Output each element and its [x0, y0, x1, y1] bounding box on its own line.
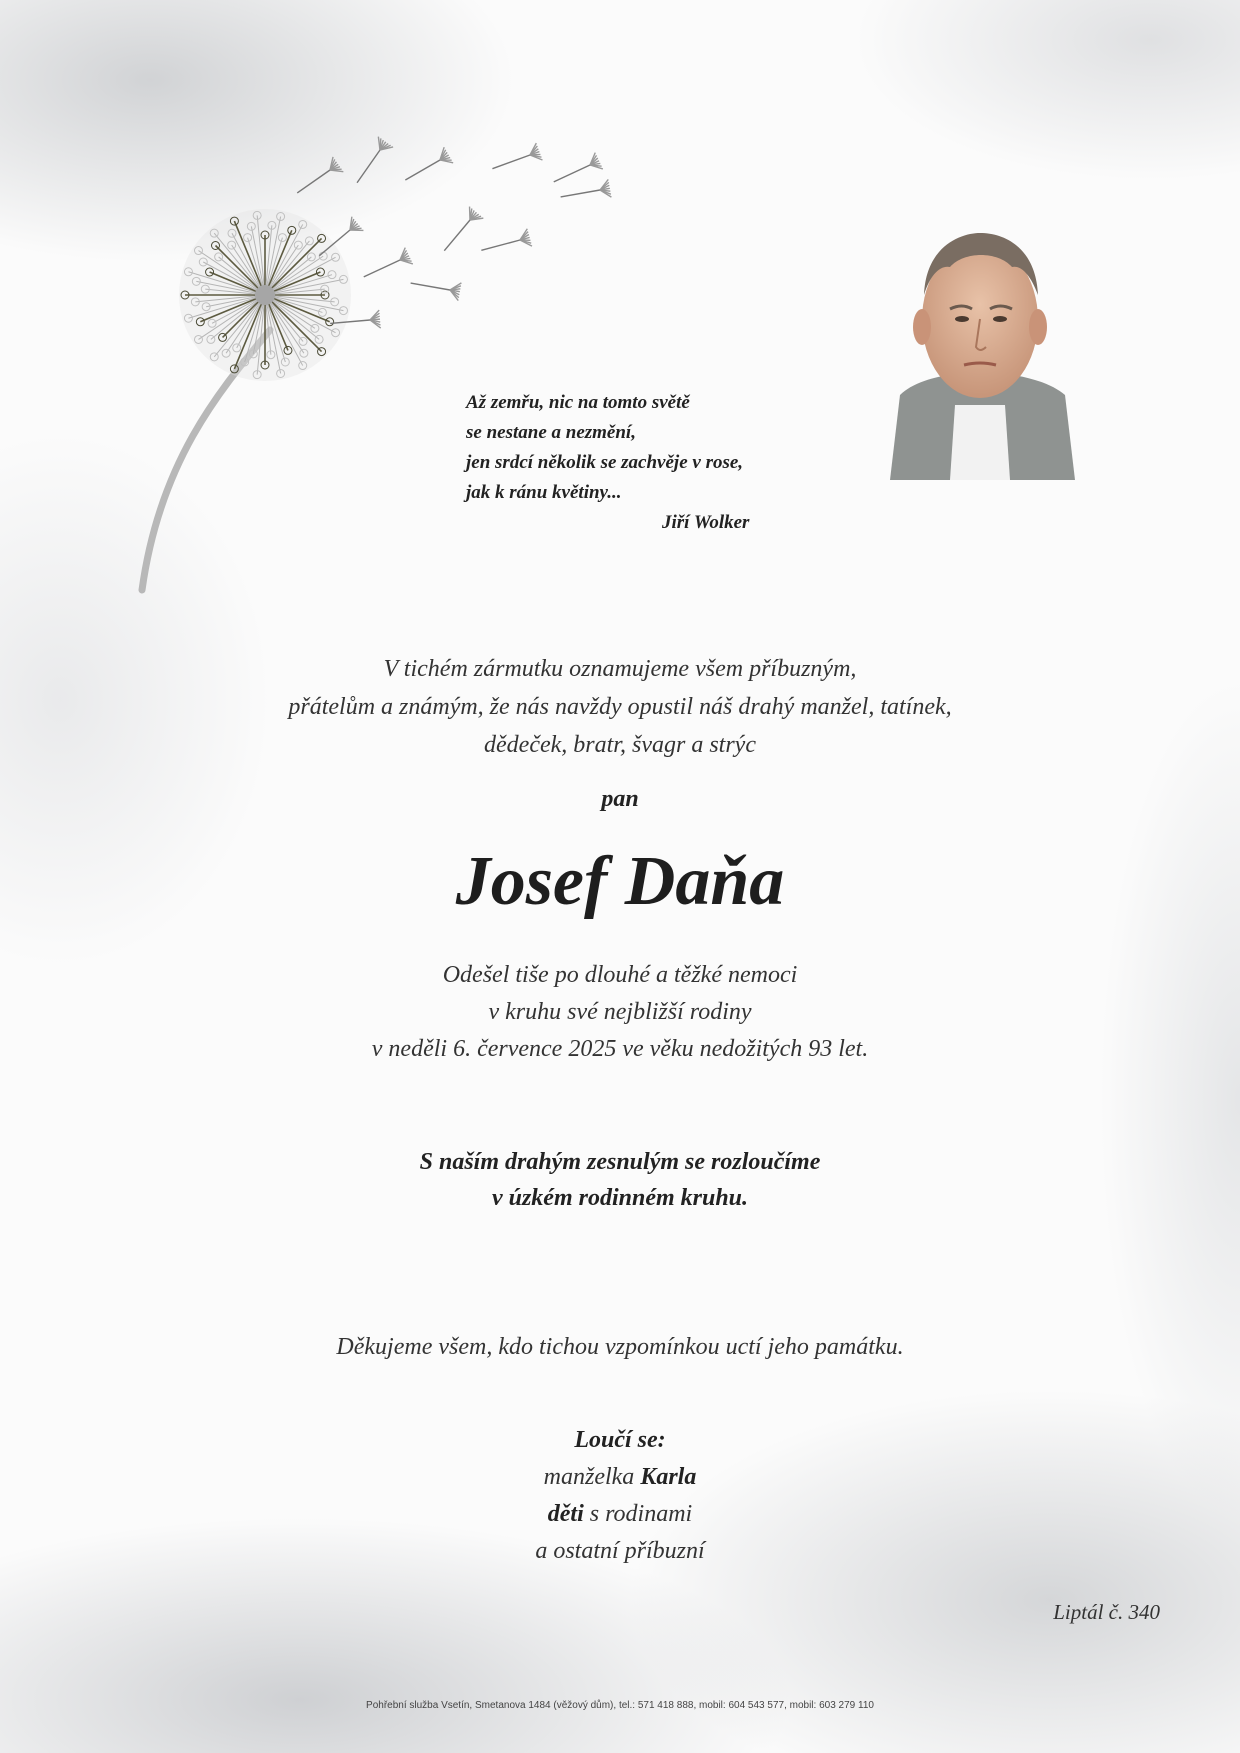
- farewell-line: v úzkém rodinném kruhu.: [491, 1185, 749, 1211]
- mourner-relation: děti: [547, 1501, 584, 1527]
- mourner-spouse: [0, 1459, 1240, 1496]
- announcement-line: dědeček, bratr, švagr a strýc: [484, 732, 756, 758]
- funeral-service-footer: Pohřební služba Vsetín, Smetanova 1484 (věžový dům), tel.: 571 418 888, mobil: 604 543 577, mobil: 603 279 110: [366, 1700, 874, 1711]
- mourners-list: [0, 1422, 1240, 1570]
- announcement-line: přátelům a známým, že nás navždy opustil náš drahý manžel, tatínek,: [288, 694, 952, 720]
- death-details: [0, 957, 1240, 1068]
- announcement-text: [0, 650, 1240, 764]
- announcement-line: V tichém zármutku oznamujeme všem příbuzným,: [383, 656, 857, 682]
- poem-line: jen srdcí několik se zachvěje v rose,: [466, 452, 744, 473]
- mourners-heading: Loučí se:: [574, 1427, 666, 1453]
- mourner-suffix: s rodinami: [589, 1501, 693, 1527]
- salutation: pan: [601, 786, 639, 812]
- details-line: v kruhu své nejbližší rodiny: [488, 999, 752, 1025]
- family-address: Liptál č. 340: [1053, 1600, 1160, 1624]
- mourner-relation: manželka: [543, 1464, 635, 1490]
- mourner-children: [0, 1496, 1240, 1533]
- poem-line: Až zemřu, nic na tomto světě: [466, 392, 690, 413]
- poem-quote: [466, 388, 866, 538]
- thanks-text: Děkujeme všem, kdo tichou vzpomínkou uctí jeho památku.: [336, 1334, 904, 1360]
- farewell-notice: [0, 1144, 1240, 1216]
- deceased-name: Josef Daňa: [455, 843, 785, 920]
- mourner-name: Karla: [640, 1464, 697, 1490]
- details-line: v neděli 6. července 2025 ve věku nedožitých 93 let.: [371, 1036, 869, 1062]
- poem-line: jak k ránu květiny...: [466, 482, 622, 503]
- poem-author: Jiří Wolker: [662, 512, 750, 533]
- portrait-photo: [880, 215, 1080, 480]
- details-line: Odešel tiše po dlouhé a těžké nemoci: [442, 962, 798, 988]
- poem-line: se nestane a nezmění,: [466, 422, 636, 443]
- farewell-line: S naším drahým zesnulým se rozloučíme: [419, 1149, 821, 1175]
- mourner-relatives: a ostatní příbuzní: [535, 1538, 705, 1564]
